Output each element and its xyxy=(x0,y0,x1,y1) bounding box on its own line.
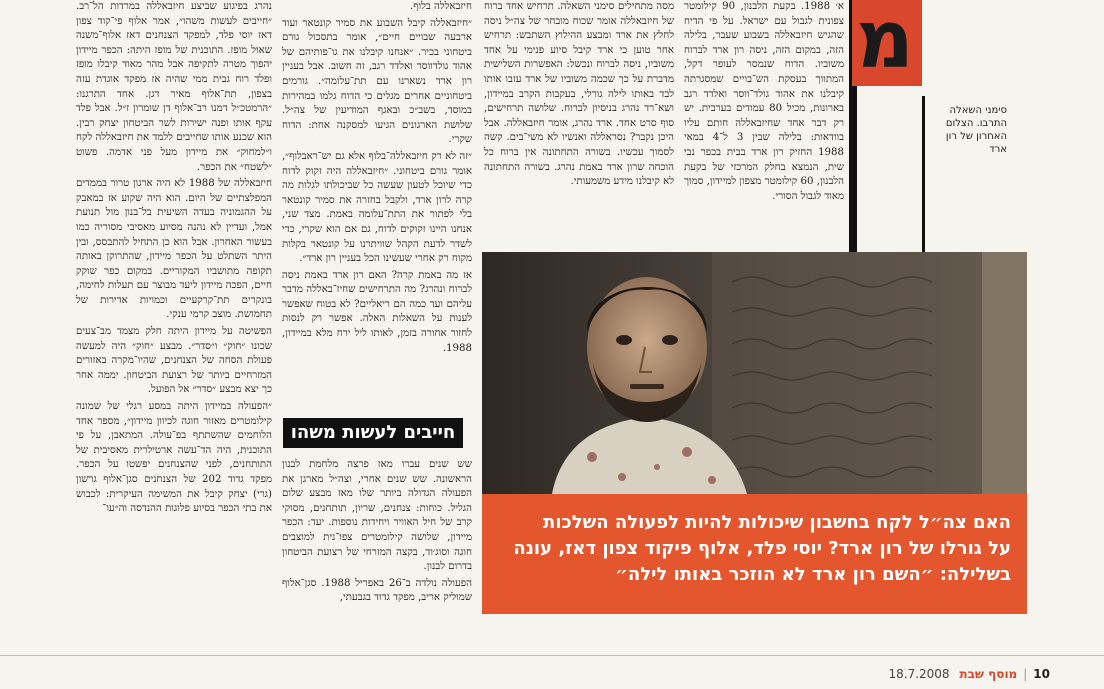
paragraph: ״זה לא רק חיזבאללה־בלוף אלא גם יש־ראבלוף״, אומר גורם ביטחוני. ״חיזבאללה היה זקוק לדוח כדי שיוכל לטעון שעשה כל שביכולתו לגלות מה קרה לרון ארד, ולקבל בחזרה את סמיר קונטאר בלי לפתור את התת־עלומה באמת. מצד שני, אנחנו היינו זקוקים לדוח, גם אם הוא שקרי, כדי לשדר לדעת הקהל שוויתרנו על קונטאר בקלות מקוח רק אחרי שעשינו הכל בעניין רון ארד״. xyxy=(282,150,472,265)
pull-quote xyxy=(482,494,1027,614)
article-column-2 xyxy=(282,0,472,410)
paragraph: הפעולה נולדה ב־26 באפריל 1988. סגן־אלוף שמוליק אריב, מפקד גדוד בגבעתי, xyxy=(282,577,472,604)
kicker-letter: מ xyxy=(856,0,914,86)
issue-date: 18.7.2008 xyxy=(888,667,950,681)
paragraph: אז מה באמת קרה? האם רון ארד באמת ניסה לברוח ונהרג? מה התרחישים שחיז־באללה מדבר עליהם ועד כמה הם ריאליים? לא בטוח שאפשר לענות על השאלות האלה. אפשר רק לנסות לחזור אחורה בזמן, לאותו ליל ירח מלא במיידון, 1988. xyxy=(282,269,472,354)
footer-divider xyxy=(0,655,1104,656)
paragraph: חיזבאללה של 1988 לא היה ארגון טרור בממדים המפלצתיים של היום. הוא היה שקוע אז במאבק על ההגמוניה בעדה השיעית בל־בנון מול תנועת אמל, ועדיין לא נהנה מסיוע מאסיבי מסוריה כמו בעשור האחרון. אבל הוא כן התחיל להתבסס, ובין היתר השתלט על הכפר מיידון, שהתרוקן באותה תקופה מתושביו המקוריים. במקום כפר שוקק חיים, הפכה מיידון ליעד מבוצר עם תעלות לחימה, בונקרים תת־קרקעיים וכמויות אדירות של תחמושת. מוצב קרמי ענקי. xyxy=(76,178,272,321)
paragraph: מסה מתחילים סימני השאלה. תרחיש אחד ברוח של חיזבאללה אומר שכוח מובחר של צה״ל ניסה לחלץ את ארד ומבצע ההילוץ השתבש: תרחיש אחר טוען כי ארד קיבל סיוע פנימי על אחד משוביו, ניסה לברוח ונכשל: האפשרות השלישית מדברת על כך שכמה משוביו של ארד עזבו אותו לבד באותו לילה גורלי, בעקבות הקרב במיידון, ושא־רד נהרג בניסיון לברוח. שלושה תרחישים, סוף סרט אחד. ארד נהרג, אומר חיזבאללה. אבל היכן נקבר? נסראללה ואנשיו לא משי־בים. קשה לסמוך עכשיו. בשורה התחתונה אין ברוח כל הוכחה שרון ארד באמת נהרג. בשורה התחתונה לא קיבלנו מידע משמעותי. xyxy=(484,1,674,188)
pull-quote-line: בשלילה: ״השם רון ארד לא הוזכר באותו לילה״ xyxy=(615,564,1011,585)
paragraph: א׳ 1988. בקעת הלבנון, 90 קילומטר צפונית לגבול עם ישראל. על פי הדיח שהגיש חיזבאללה בשבוע שעבר, בלילה הזה, במקום הזה, ניסה רון ארד לברוח משוביו. הדוח שנמסר לעופר דקל, המתווך בעסקת הש־בויים שמסגרתה קיבלנו את אהוד גולד־ווסר ואלדד רגב בארונות, מכיל 80 עמודים בערבית. יש רק דבר אחד שחיזבאללה חותם עליו בוודאות: בלילה שבין 3 ל־4 במאי 1988 החזיק רון ארד בבית בכפר נבי שית, הנמצא בחלק המרכזי של בקעת הלבנון, 60 קילומטר מצפון למיידון, סמוך מאוד לגבול הסורי. xyxy=(684,1,844,202)
paragraph: הפשיטה על מיידון היתה חלק מצמד מב־צעים שכונו ״חוק״ ו״סדר״. מבצע ״חוק״ היה למעשה פעולת הסחה של הצנחנים, שהיו־מקרה באזורים המזרחיים ביותר של רצועת הביטחון. יממה אחר כך יצא מבצע ״סדר״ אל הפועל. xyxy=(76,326,272,396)
paragraph: שש שנים עברו מאז פרצה מלחמת לבנון הראשונה. שש שנים אחרי, וצה״ל מארגן את הפעולה הגדולה ביותר שלו מאז מבצע שלום הגליל. כוחות: צנחנים, שריון, תותחנים, מסוקי קרב של חיל האוויר ויחידות נוספות. יעד: הכפר מיידון, שלושה קילומטרים צפו־נית למוצבים חוגה וסוג׳וד, בקצה המזרחי של רצועת הביטחון בדרום לבנון. xyxy=(282,459,472,573)
paragraph: חיזבאללה בלוף. xyxy=(410,1,472,12)
paragraph: ״חיזבאללה קיבל השבוע את סמיר קונטאר ועוד ארבעה שבויים חיים״, אומר בתסכול גורם ביטחוני בכיר. ״אנחנו קיבלנו את גו־פותיהם של אהוד גולדווסר ואלדד רגב, זה חשוב. אבל בעניין רון ארד נשארנו עם תת־עלומה״. גורמים ביטחוניים אחרים מגלים כי הדוח גלמו במהירות במוסד, בשב״כ ובאגף המודיעין של צה״ל. שלושת הארגונים הגיעו למסקנה אחת: הדוח שקרי. xyxy=(282,17,472,146)
portrait-photo xyxy=(482,252,1027,494)
pull-quote-line: על גורלו של רון ארד? יוסי פלד, אלוף פיקוד צפון דאז, עונה xyxy=(513,538,1011,559)
paragraph: ״הפעולה במיידון היתה במסע רגלי של שמונה קילומטרים מאזור חוגה לכיוון מיידון״, מספר אחד הלוחמים שהשתתף בפ־עולה. המתאבן, על פי התוכנית, היה הד־עשה ארטילרית מאסיבית של התותחנים, לפני שהצנחנים יפשטו על הכפר. מפקד גדוד 202 של הצנחנים סגן־אלוף גרשון (גרי) יצחק קיבל את המשימה העיקרית: לכבוש את בתי הכפר בסיוע פלוגות ההנדסה וה״עו־ xyxy=(76,401,272,515)
portrait-image xyxy=(482,252,1027,494)
photo-caption: סימני השאלה התרבו. הצלום האחרון של רון ארד xyxy=(945,105,1007,155)
page-number: 10 xyxy=(1033,667,1050,681)
article-column-2-continued xyxy=(282,458,472,650)
page-footer xyxy=(840,664,1050,684)
section-subheading: חייבים לעשות משהו xyxy=(283,418,463,448)
article-column-3 xyxy=(484,0,674,232)
kicker-block xyxy=(852,0,922,86)
section-name: מוסף שבת xyxy=(959,667,1018,681)
article-column-4 xyxy=(684,0,844,232)
pull-quote-line: האם צה״ל לקח בחשבון שיכולות להיות לפעולה השלכות xyxy=(543,512,1011,533)
footer-separator: | xyxy=(1023,667,1028,681)
paragraph: נהרג בפיגוע שביצע חיזבאללה במרדות הל־רב. ״חייבים לעשות משהו״, אמר אלוף פי־קוד צפון דאז יוסי פלד, למפקד הצנחנים דאז אלוף־משנה שאול מופז. התוכנית של מופז היתה: הכפר מיידון יהפוך מטרה לתקיפה אבל מהר מאוד קיבלו מופז ופלד רוח גבית ממי שהיה אז מפקד אוגדת עזה בצפון, תת־אלוף מאיר דגן. אחד התרגנו: ״הרמטכ״ל דמנו רב־אלוף דן שומרון ז״ל. אבל פלד עקף אותו ופנה ישירות לשר הביטחון יצחק רבין. הוא שכנע אותו שחייבים ללמד את חיזבאללה לקח ו״למחוק״ את מיידון מעל פני אדמה. פשוט ״לשטח״ את הכפר. xyxy=(76,1,272,173)
article-column-1 xyxy=(76,0,272,650)
